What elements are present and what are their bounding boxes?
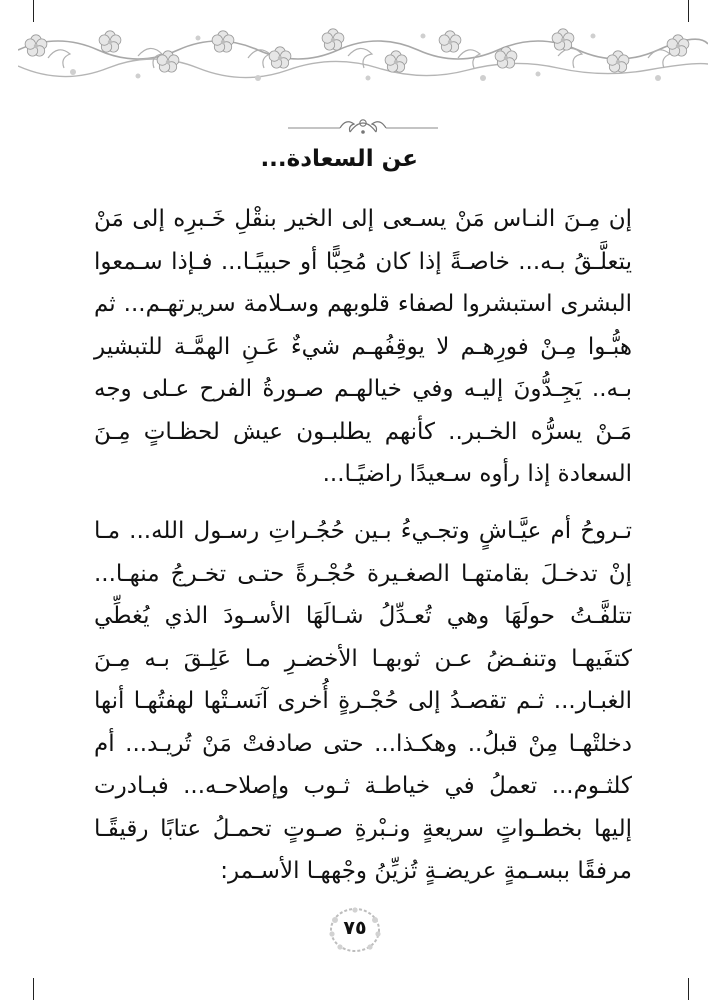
crop-mark-top-right <box>688 0 689 22</box>
crop-mark-top-left <box>33 0 34 22</box>
paragraph-2: تـروحُ أم عيَّـاشٍ وتجـيءُ بـين حُجُـراتِ رسـول الله... مـا إنْ تدخـلَ بقامتهـا الصغـيرة حُجْـرةً حتـى تخـرجُ منهـا... تتلفَّـتُ حولَهَا وهي تُعـدِّلُ شـالَهَا الأسـودَ الذي يُغطِّي كتفَيهـا وتنفـضُ عـن ثوبهـا الأخضـرِ مـا عَلِـقَ بـه مِـنَ الغبـار... ثـم تقصـدُ إلى حُجْـرةٍ أُخرى آنَسـتْها لهفتُهـا أنها دخلتْهـا مِنْ قبلُ.. وهكـذا... حتى صادفتْ مَنْ تُريـد... أم كلثـوم... تعملُ في خياطـة ثـوب وإصلاحـه... فبـادرت إليها بخطـواتٍ سريعةٍ ونـبْرةِ صـوتٍ تحمـلُ عتابًا رقيقًـا مرفقًا ببسـمةٍ عريضـةٍ تُزيِّنُ وجْههـا الأسـمر: <box>94 518 632 884</box>
page-number: ٧٥ <box>343 917 367 939</box>
heading-ornament <box>288 114 438 140</box>
crop-mark-bottom-left <box>33 978 34 1000</box>
page-number-frame <box>326 904 384 956</box>
floral-banner <box>18 28 708 98</box>
crop-mark-bottom-right <box>688 978 689 1000</box>
paragraph-1: إن مِـنَ النـاس مَنْ يسـعى إلى الخير بنقْلِ خَـبرِه إلى مَنْ يتعلَّـقُ بـه... خاصـةً إذا كان مُحِبًّا أو حبيبًـا... فـإذا سـمعوا البشرى استبشروا لصفاء قلوبهم وسـلامة سريرتهـم... ثم هبُّـوا مِـنْ فورِهـم لا يوقِفُهـم شيءٌ عَـنِ الهمَّـة للتبشير بـه.. يَجِـدُّونَ إليـه وفي خيالهـم صـورةُ الفرح عـلى وجه مَـنْ يسرُّه الخـبر.. كأنهم يطلبـون عيش لحظـاتٍ مِـنَ السعادة إذا رأوه سـعيدًا راضيًـا... <box>94 206 632 487</box>
chapter-heading: عن السعادة... <box>260 146 418 172</box>
